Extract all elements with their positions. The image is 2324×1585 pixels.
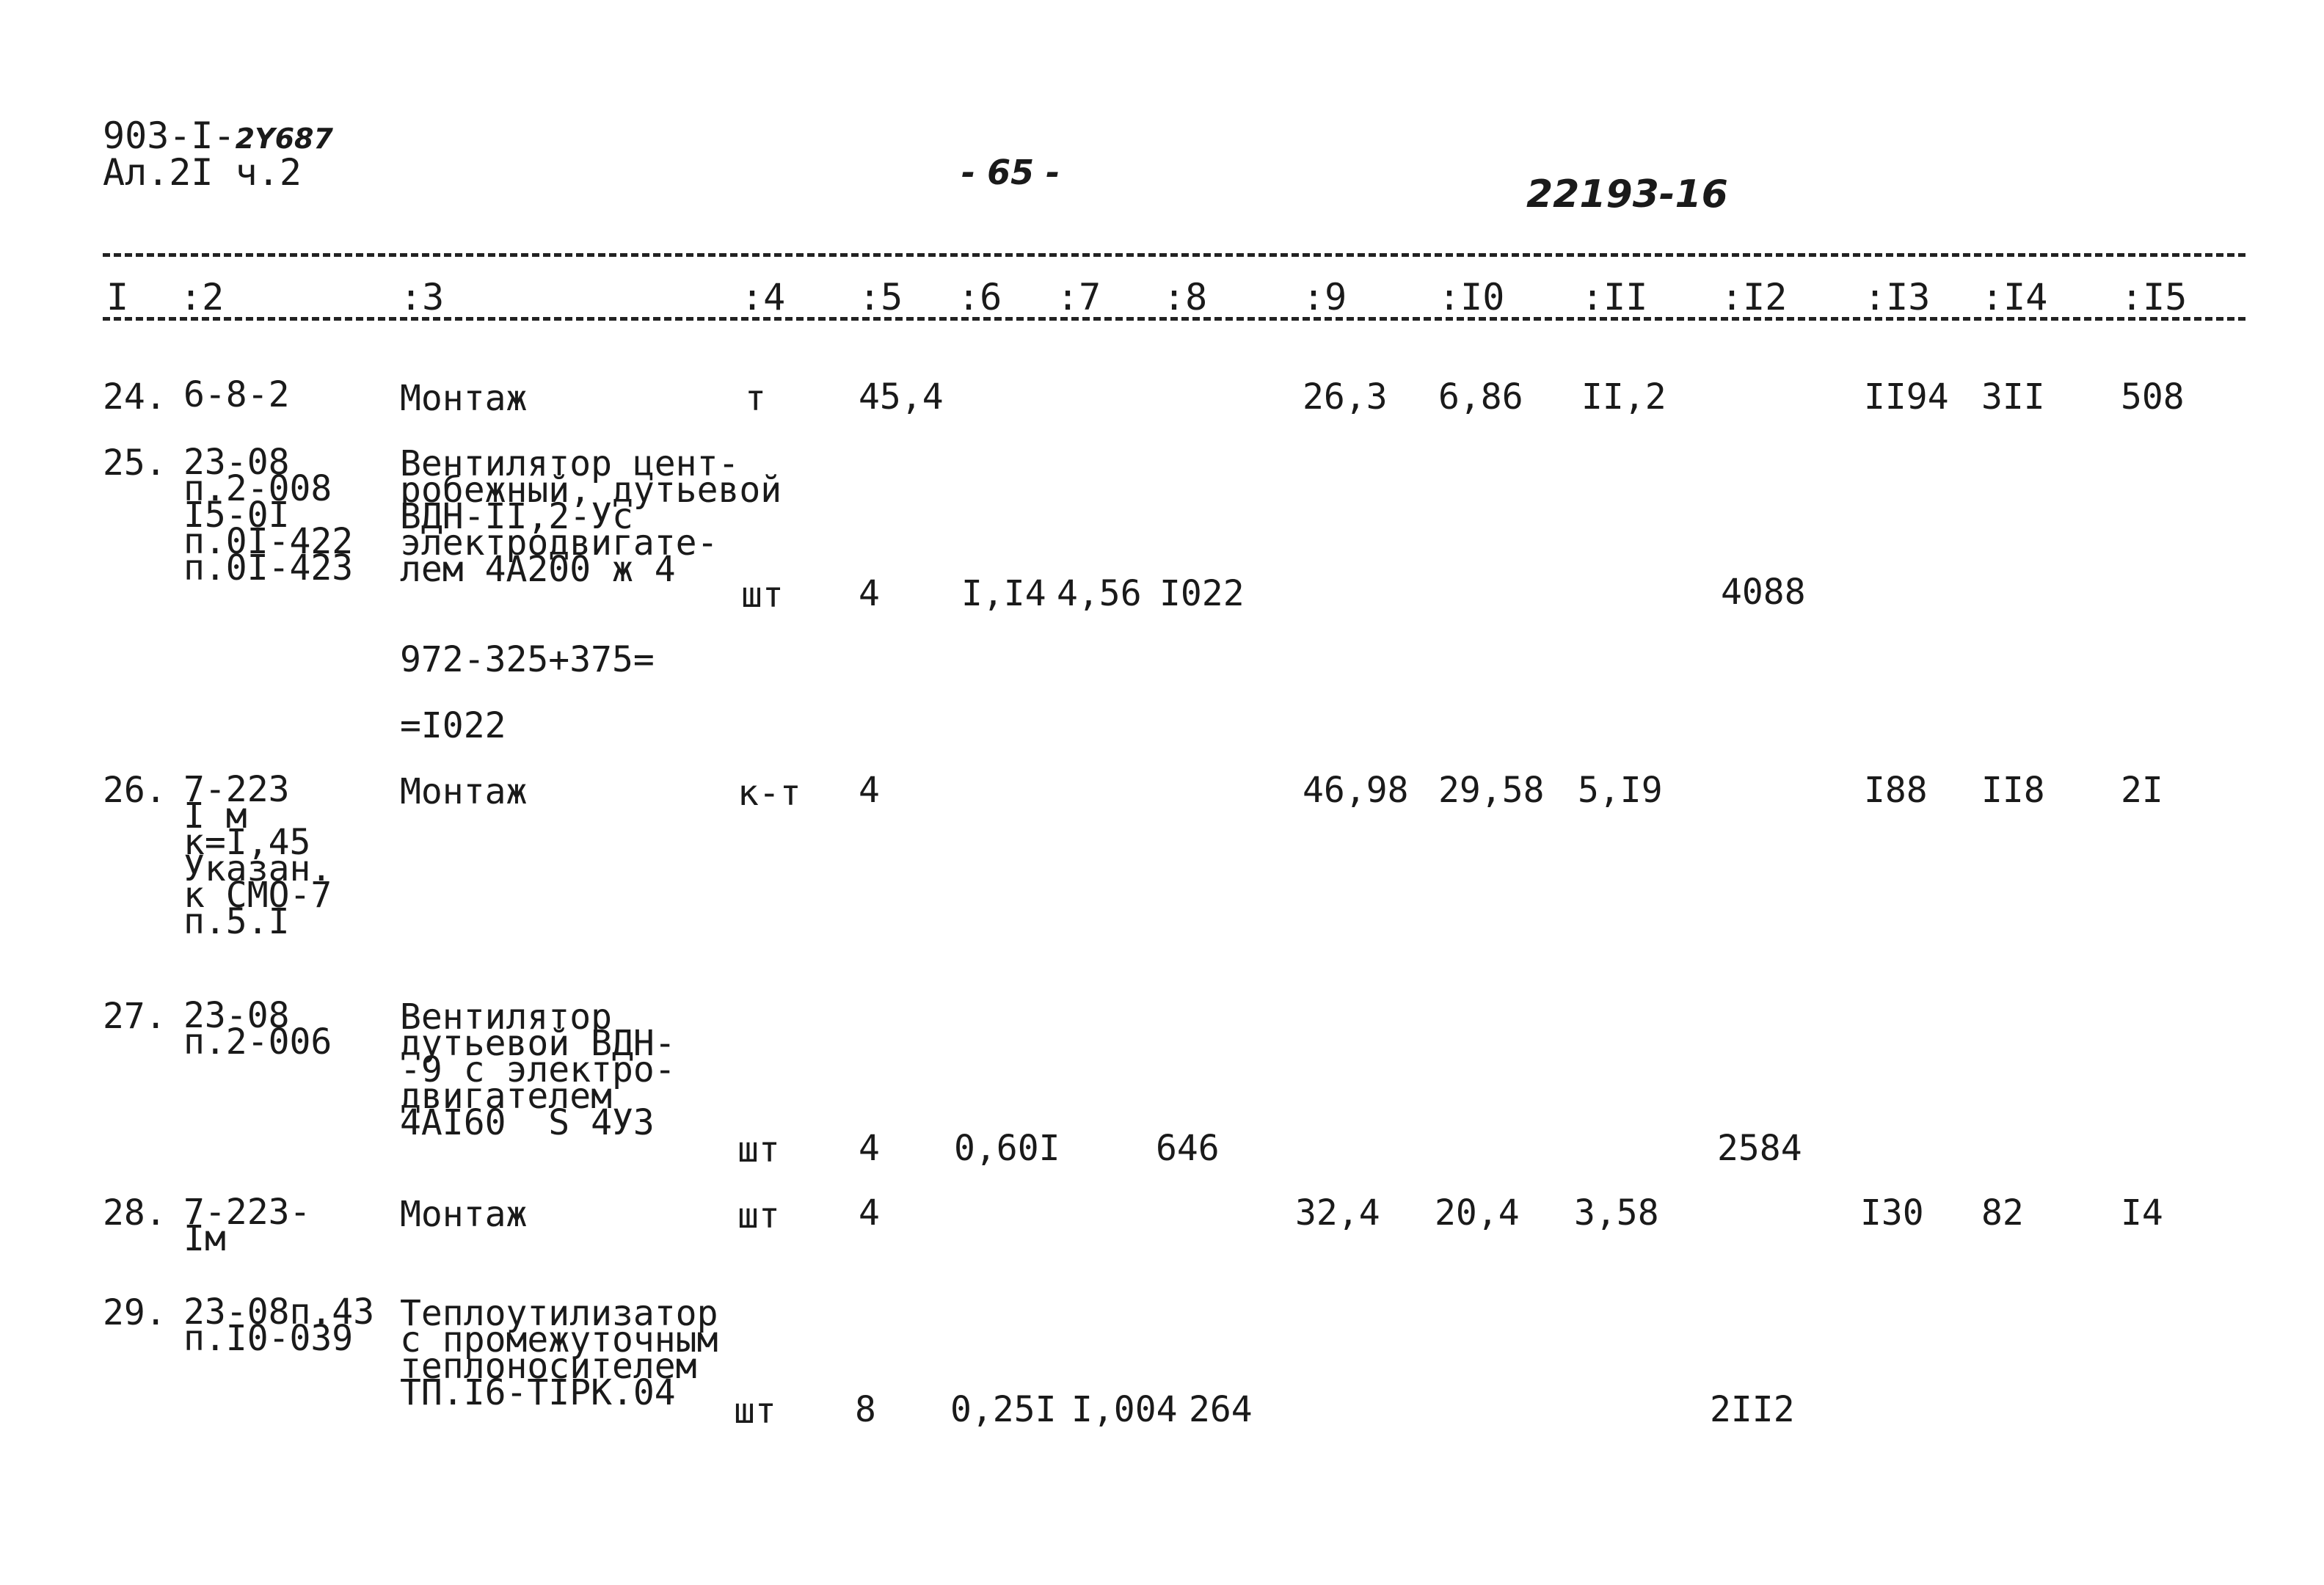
column-header-6: :6: [958, 276, 1002, 318]
value-col-12: 4088: [1721, 572, 1806, 613]
row-number: 29.: [103, 1292, 167, 1333]
row-number: 28.: [103, 1192, 167, 1234]
calculation-result: =I022: [400, 705, 506, 746]
value-col-7: 4,56: [1057, 573, 1142, 614]
unit: к-т: [737, 773, 801, 814]
value-col-8: I022: [1159, 573, 1245, 614]
page-number: - 65 -: [961, 153, 1060, 192]
work-description: Монтаж: [400, 378, 528, 419]
work-description: Монтаж: [400, 771, 528, 812]
row-number: 26.: [103, 770, 167, 811]
value-col-12: 2II2: [1710, 1389, 1795, 1430]
value-col-10: 29,58: [1438, 770, 1545, 811]
column-header-7: :7: [1057, 276, 1101, 318]
unit: т: [745, 378, 766, 419]
value-col-15: I4: [2121, 1192, 2163, 1234]
quantity: 45,4: [859, 376, 944, 418]
value-col-11: 5,I9: [1578, 770, 1663, 811]
work-description: Вентилятор цент- робежный, дутьевой ВДН-II,2-Ус электродвигате- лем 4А200 ж 4: [400, 443, 782, 590]
value-col-8: 646: [1156, 1128, 1220, 1169]
norm-code: 7-223- Iм: [183, 1192, 311, 1259]
quantity: 8: [855, 1389, 876, 1430]
norm-code: 23-08 п.2-006: [183, 995, 332, 1063]
value-col-9: 32,4: [1295, 1192, 1380, 1234]
value-col-6: 0,60I: [954, 1128, 1060, 1169]
stamp-number: 22193-16: [1526, 172, 1728, 216]
column-header-12: :I2: [1721, 276, 1788, 318]
row-number: 25.: [103, 442, 167, 484]
column-header-8: :8: [1163, 276, 1208, 318]
column-header-10: :I0: [1438, 276, 1505, 318]
norm-code: 7-223 I м к=I,45 Указан. к СМО-7 п.5.I: [183, 769, 332, 942]
document-code-printed: 903-I-: [103, 114, 236, 157]
calculation-note: 972-325+375=: [400, 639, 655, 680]
column-header-2: :2: [180, 276, 225, 318]
column-header-4: :4: [741, 276, 786, 318]
value-col-9: 26,3: [1303, 376, 1388, 418]
quantity: 4: [859, 770, 880, 811]
value-col-9: 46,98: [1303, 770, 1409, 811]
value-col-8: 264: [1189, 1389, 1253, 1430]
value-col-14: II8: [1981, 770, 2045, 811]
value-col-11: 3,58: [1574, 1192, 1659, 1234]
value-col-13: II94: [1864, 376, 1949, 418]
row-number: 27.: [103, 996, 167, 1037]
column-header-14: :I4: [1981, 276, 2048, 318]
value-col-14: 82: [1981, 1192, 2024, 1234]
value-col-14: 3II: [1981, 376, 2045, 418]
top-rule: [103, 253, 2245, 257]
value-col-13: I88: [1864, 770, 1928, 811]
value-col-10: 6,86: [1438, 376, 1523, 418]
norm-code: 23-08 п.2-008 I5-0I п.0I-422 п.0I-423: [183, 442, 354, 589]
norm-code: 23-08п.43 п.I0-039: [183, 1291, 375, 1359]
value-col-7: I,004: [1071, 1389, 1178, 1430]
unit: шт: [737, 1195, 780, 1236]
unit: шт: [734, 1391, 776, 1432]
value-col-13: I30: [1860, 1192, 1924, 1234]
column-header-3: :3: [400, 276, 445, 318]
value-col-12: 2584: [1717, 1128, 1802, 1169]
column-header-11: :II: [1581, 276, 1648, 318]
row-number: 24.: [103, 376, 167, 418]
document-code-handwritten: 2Y687: [235, 123, 333, 155]
quantity: 4: [859, 573, 880, 614]
column-header-1: I: [106, 276, 129, 318]
work-description: Вентилятор дутьевой ВДН- -9 с электро- двигателем 4АI60 S 4У3: [400, 996, 676, 1143]
column-header-9: :9: [1303, 276, 1347, 318]
value-col-11: II,2: [1581, 376, 1666, 418]
value-col-15: 2I: [2121, 770, 2163, 811]
column-header-13: :I3: [1864, 276, 1931, 318]
album-part: Ал.2I ч.2: [103, 151, 302, 194]
work-description: Монтаж: [400, 1194, 528, 1235]
quantity: 4: [859, 1128, 880, 1169]
value-col-10: 20,4: [1435, 1192, 1520, 1234]
unit: шт: [737, 1129, 780, 1170]
value-col-15: 508: [2121, 376, 2185, 418]
unit: шт: [741, 575, 784, 616]
column-header-15: :I5: [2121, 276, 2188, 318]
value-col-6: I,I4: [961, 573, 1046, 614]
quantity: 4: [859, 1192, 880, 1234]
work-description: Теплоутилизатор с промежуточным теплоносителем ТП.I6-ТIРК.04: [400, 1293, 718, 1413]
column-header-5: :5: [859, 276, 903, 318]
value-col-6: 0,25I: [950, 1389, 1057, 1430]
norm-code: 6-8-2: [183, 374, 290, 415]
